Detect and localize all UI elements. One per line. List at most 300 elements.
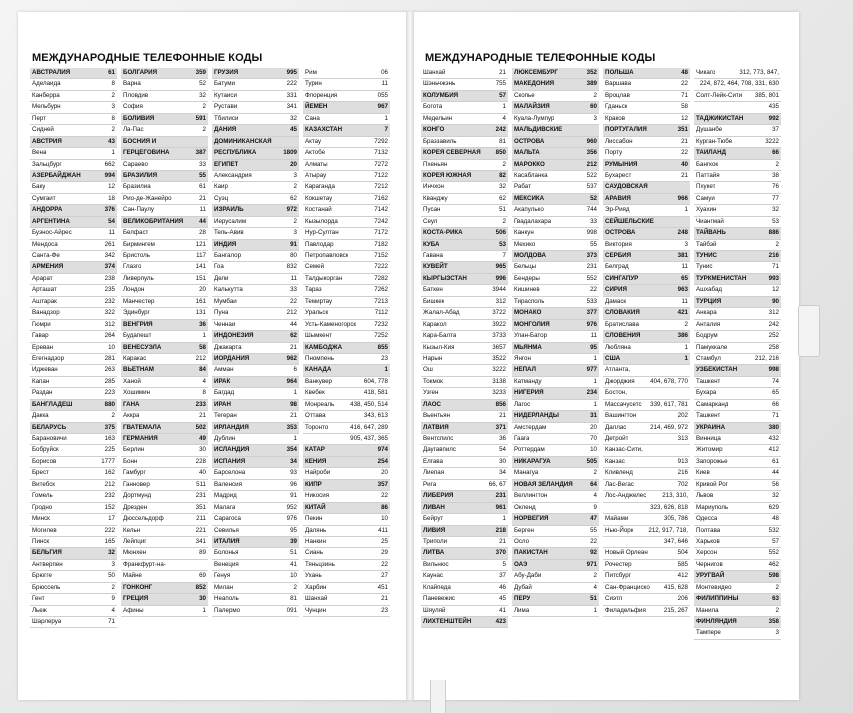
dial-code: 356 [586, 149, 597, 157]
dial-code: 281 [104, 354, 115, 362]
city-name: Сан-Паулу [123, 206, 154, 214]
city-row [121, 491, 208, 502]
city-row [30, 274, 117, 285]
city-name: Витебск [32, 480, 55, 488]
city-name: Клайпеда [423, 583, 451, 591]
dial-code: 06 [381, 69, 388, 76]
city-row [694, 354, 781, 365]
city-name: Солт-Лейк-Сити [696, 91, 743, 99]
dial-code: 7172 [374, 229, 388, 237]
dial-code: 7242 [374, 217, 388, 225]
city-name: Франкфурт-на- [123, 560, 166, 568]
city-row [603, 377, 690, 388]
dial-code: 53 [772, 217, 779, 225]
codes-column [512, 68, 599, 640]
dial-code: 228 [195, 457, 206, 465]
dial-code: 850 [495, 149, 506, 157]
city-row [603, 343, 690, 354]
dial-code: 2 [111, 126, 115, 134]
city-name: Бристоль [123, 252, 150, 259]
country-row [694, 228, 781, 239]
dial-code: 994 [104, 171, 115, 179]
dial-code: 38 [772, 171, 779, 179]
dial-code: 2 [111, 412, 115, 420]
country-row [512, 457, 599, 468]
city-name: Каракол [423, 320, 447, 328]
city-row [303, 400, 390, 411]
city-name: Гданьск [605, 103, 628, 111]
city-name: Бишкек [423, 297, 445, 305]
dial-code: 23 [381, 354, 388, 362]
dial-code: 322 [104, 309, 115, 317]
country-name: НИГЕРИЯ [514, 389, 544, 397]
country-row [512, 548, 599, 559]
codes-column [212, 68, 299, 628]
dial-code: 212 [586, 160, 597, 168]
city-name: Атланта, [605, 366, 631, 374]
city-name: Душанбе [696, 126, 723, 134]
country-name: БЕЛАРУСЬ [32, 423, 67, 431]
city-row [512, 468, 599, 479]
dial-code: 342 [104, 252, 115, 259]
city-name: Павлодар [305, 240, 334, 248]
city-row [603, 594, 690, 605]
city-row [603, 205, 690, 216]
dial-code: 232 [104, 297, 115, 305]
dial-code: 3138 [492, 377, 506, 385]
city-row [694, 205, 781, 216]
city-name: Любляна [605, 343, 631, 351]
city-name: Роттердам [514, 446, 545, 454]
dial-code: 421 [677, 309, 688, 317]
country-name: ВЕНЕСУЭЛА [123, 343, 162, 351]
country-name: ТАИЛАНД [696, 149, 726, 157]
city-row [303, 251, 390, 262]
city-row [694, 503, 781, 514]
country-row [603, 160, 690, 171]
dial-code: 224, 872, 464, 708, 331, 630 [699, 80, 779, 88]
dial-code: 20 [290, 160, 297, 168]
dial-code: 91 [290, 492, 297, 500]
city-name: Лас-Вегас [605, 480, 634, 488]
dial-code: 996 [495, 274, 506, 282]
dial-code: 963 [677, 286, 688, 294]
country-row [121, 583, 208, 594]
dial-code: 502 [195, 423, 206, 431]
dial-code: 202 [677, 412, 688, 420]
dial-code: 598 [768, 572, 779, 580]
city-row [421, 606, 508, 617]
city-row [121, 526, 208, 537]
country-row [603, 68, 690, 79]
city-name: Дортмунд [123, 492, 152, 500]
city-row [694, 125, 781, 136]
dial-code: 1 [111, 149, 115, 157]
city-name: Рабат [514, 183, 531, 191]
city-name: Питсбург [605, 572, 631, 580]
dial-code: 11 [199, 206, 206, 214]
dial-code: 1 [593, 606, 597, 614]
country-name: МОЛДОВА [514, 252, 547, 259]
city-name: Рио-де-Жанейро [123, 194, 172, 202]
city-name: Киев [696, 469, 710, 477]
city-name: Баку [32, 183, 46, 191]
city-row [421, 514, 508, 525]
city-name: Бонн [123, 457, 138, 465]
dial-code: 34 [290, 457, 297, 465]
dial-code: 57 [499, 91, 506, 99]
city-name: Атырау [305, 171, 327, 179]
country-name: ЛИТВА [423, 549, 445, 557]
country-row [694, 251, 781, 262]
dial-code: 3 [684, 240, 688, 248]
right-page [411, 12, 799, 700]
dial-code: 7 [384, 126, 388, 134]
city-name: Бельцы [514, 263, 537, 271]
dial-code: 98 [290, 400, 297, 408]
dial-code: 70 [590, 435, 597, 442]
country-row [30, 548, 117, 559]
country-name: ТУРЦИЯ [696, 297, 722, 305]
city-name: Тараз [305, 286, 322, 294]
city-row [512, 285, 599, 296]
city-name: Памуккале [696, 343, 728, 351]
city-row [603, 240, 690, 251]
city-row [512, 503, 599, 514]
dial-code: 5 [502, 560, 506, 568]
city-name: Нур-Султан [305, 229, 339, 237]
dial-code: 331 [286, 91, 297, 99]
city-name: Аделаида [32, 80, 61, 88]
city-row [30, 343, 117, 354]
city-row [212, 583, 299, 594]
dial-code: 285 [104, 377, 115, 385]
country-name: ИРАК [214, 377, 231, 385]
dial-code: 995 [286, 69, 297, 76]
country-row [603, 194, 690, 205]
city-name: Кызылорда [305, 217, 338, 225]
dial-code: 2 [593, 469, 597, 477]
city-row [421, 331, 508, 342]
dial-code: 21 [290, 412, 297, 420]
city-name: Ганновер [123, 480, 150, 488]
city-row [603, 148, 690, 159]
city-name: Шанхай [423, 69, 446, 76]
city-name: Баткен [423, 286, 443, 294]
city-name: Темиртау [305, 297, 333, 305]
country-row [421, 148, 508, 159]
city-row [212, 343, 299, 354]
country-row [303, 365, 390, 376]
city-name: Чунцин [305, 606, 327, 614]
city-name: Рим [305, 69, 317, 76]
country-name: НИДЕРЛАНДЫ [514, 412, 559, 420]
city-row [603, 320, 690, 331]
country-name: КАНАДА [305, 366, 332, 374]
city-row [121, 262, 208, 273]
country-name: БОСНИЯ И [123, 137, 157, 145]
city-name: Лиссабон [605, 137, 633, 145]
city-row [603, 503, 690, 514]
city-name: Бухарест [605, 171, 632, 179]
dial-code: 45 [499, 595, 506, 603]
dial-code: 377 [586, 309, 597, 317]
city-row [694, 308, 781, 319]
dial-code: 2 [293, 217, 297, 225]
country-row [421, 240, 508, 251]
dial-code: 49 [199, 435, 206, 442]
country-row [603, 331, 690, 342]
dial-code: 993 [768, 274, 779, 282]
country-row [512, 160, 599, 171]
city-row [30, 160, 117, 171]
country-row [421, 91, 508, 102]
city-name: Лондон [123, 286, 145, 294]
dial-code: 386 [677, 332, 688, 340]
city-name: Львов [696, 492, 714, 500]
city-name: Тегеран [214, 412, 237, 420]
dial-code: 61 [772, 457, 779, 465]
dial-code: 3 [111, 560, 115, 568]
city-name: Пхукет [696, 183, 716, 191]
city-name: Лос-Анджелес [605, 492, 647, 500]
city-name: Кванджу [423, 194, 448, 202]
city-row [694, 526, 781, 537]
city-row [421, 320, 508, 331]
city-name: Батуми [214, 80, 236, 88]
country-row [421, 548, 508, 559]
dial-code: 51 [590, 595, 597, 603]
city-name: Болонья [214, 549, 239, 557]
city-name: Александрия [214, 171, 252, 179]
country-row [121, 68, 208, 79]
dial-code: 4 [593, 583, 597, 591]
city-row [303, 217, 390, 228]
city-name: Анталия [696, 320, 721, 328]
dial-code: 66, 67 [488, 480, 506, 488]
dial-code: 341 [195, 537, 206, 545]
city-row [303, 331, 390, 342]
dial-code: 11 [290, 274, 297, 282]
city-name: Вьентьян [423, 412, 451, 420]
city-name: Дрезден [123, 503, 148, 511]
city-row [303, 571, 390, 582]
city-row [30, 102, 117, 113]
city-name: Гавар [32, 332, 49, 340]
dial-code: 81 [499, 137, 506, 145]
city-row [694, 320, 781, 331]
dial-code: 65 [772, 389, 779, 397]
dial-code: 339, 617, 781 [650, 400, 688, 408]
dial-code: 22 [381, 492, 388, 500]
country-row [30, 171, 117, 182]
city-row [30, 411, 117, 422]
country-row [30, 137, 117, 148]
country-name: БЕЛЬГИЯ [32, 549, 62, 557]
city-row [303, 468, 390, 479]
city-row [694, 331, 781, 342]
city-row [212, 251, 299, 262]
dial-code: 662 [104, 160, 115, 168]
city-row [121, 251, 208, 262]
city-name: Иерусалим [214, 217, 247, 225]
city-name: Рочестер [605, 560, 632, 568]
city-name: Бодрум [696, 332, 718, 340]
city-row [121, 125, 208, 136]
city-name: Мендоса [32, 240, 58, 248]
dial-code: 976 [586, 320, 597, 328]
codes-grid-left [30, 68, 390, 628]
city-name: Харьков [696, 537, 720, 545]
city-row [694, 68, 781, 79]
country-row [421, 423, 508, 434]
dial-code: 522 [586, 171, 597, 179]
country-name: ОАЭ [514, 560, 528, 568]
dial-code: 7182 [374, 240, 388, 248]
city-row [30, 606, 117, 617]
dial-code: 2 [202, 126, 206, 134]
city-row [30, 320, 117, 331]
country-row [212, 537, 299, 548]
dial-code: 3 [293, 171, 297, 179]
city-name: Вроцлав [605, 91, 630, 99]
city-row [694, 240, 781, 251]
city-name: Монтевидео [696, 583, 732, 591]
dial-code: 4 [502, 114, 506, 122]
dial-code: 7232 [374, 320, 388, 328]
city-name: Улан-Батор [514, 332, 548, 340]
city-name: Тель-Авив [214, 229, 244, 237]
city-name: Акапулько [514, 206, 544, 214]
city-row [512, 182, 599, 193]
city-name: Афины [123, 606, 144, 614]
dial-code: 880 [104, 400, 115, 408]
dial-code: 091 [286, 606, 297, 614]
city-name: Шымкент [305, 332, 332, 340]
city-row [512, 526, 599, 537]
dial-code: 117 [196, 252, 206, 259]
city-row [694, 434, 781, 445]
city-row [421, 297, 508, 308]
country-name: МОНАКО [514, 309, 542, 317]
city-row [694, 377, 781, 388]
country-name: МЬЯНМА [514, 343, 542, 351]
country-row [694, 297, 781, 308]
city-name: Лима [514, 606, 530, 614]
city-row [303, 514, 390, 525]
dial-code: 7142 [374, 206, 388, 214]
city-name: Палермо [214, 606, 241, 614]
city-name: Манагуа [514, 469, 539, 477]
dial-code: 30 [499, 457, 506, 465]
dial-code: 532 [768, 526, 779, 534]
city-name: Кривой Рог [696, 480, 728, 488]
city-row [603, 457, 690, 468]
city-row [512, 491, 599, 502]
city-name: Ванадзор [32, 309, 60, 317]
city-row [694, 411, 781, 422]
country-name: АВСТРИЯ [32, 137, 62, 145]
city-row [421, 365, 508, 376]
city-row [512, 445, 599, 456]
country-row [603, 251, 690, 262]
ribbon-bookmark[interactable] [430, 680, 446, 713]
dial-code: 2 [684, 320, 688, 328]
city-row [121, 297, 208, 308]
city-name: Будапешт [123, 332, 152, 340]
dial-code: 977 [586, 366, 597, 374]
country-name: ТАДЖИКИСТАН [696, 114, 744, 122]
dial-code: 972 [286, 206, 297, 214]
city-row [212, 365, 299, 376]
dial-code: 856 [495, 400, 506, 408]
city-name: Арарат [32, 274, 53, 282]
dial-code: 3733 [492, 332, 506, 340]
dial-code: 69 [199, 572, 206, 580]
city-name: Тбилиси [214, 114, 239, 122]
country-row [121, 594, 208, 605]
city-name: Сарагоса [214, 515, 241, 523]
city-name: Елгава [423, 457, 443, 465]
dial-code: 552 [768, 549, 779, 557]
dial-code: 3922 [492, 320, 506, 328]
dial-code: 18 [108, 194, 115, 202]
country-name: РУМЫНИЯ [605, 160, 638, 168]
country-row [512, 137, 599, 148]
country-name: НОРВЕГИЯ [514, 515, 549, 523]
country-name: ЛАОС [423, 400, 442, 408]
city-row [694, 102, 781, 113]
country-name: ЛИБЕРИЯ [423, 492, 454, 500]
city-row [30, 228, 117, 239]
country-name: КОРЕЯ ЮЖНАЯ [423, 171, 472, 179]
dial-code: 214, 469, 972 [650, 423, 688, 431]
city-row [303, 137, 390, 148]
city-row [512, 205, 599, 216]
country-name: КЕНИЯ [305, 457, 327, 465]
dial-code: 21 [199, 194, 206, 202]
country-name: ИНДОНЕЗИЯ [214, 332, 254, 340]
city-name: Капан [32, 377, 50, 385]
dial-code: 347, 646 [663, 537, 688, 545]
city-name: Пхеньян [423, 160, 448, 168]
city-row [694, 217, 781, 228]
city-name: Мадрид [214, 492, 237, 500]
country-name: КИТАЙ [305, 503, 326, 511]
city-row [512, 240, 599, 251]
city-row [212, 514, 299, 525]
dial-code: 998 [586, 229, 597, 237]
dial-code: 206 [677, 595, 688, 603]
city-row [30, 594, 117, 605]
city-row [512, 354, 599, 365]
dial-code: 232 [104, 492, 115, 500]
country-name: США [605, 354, 621, 362]
country-name: АРГЕНТИНА [32, 217, 70, 225]
city-name: Найроби [305, 469, 331, 477]
country-name: КОЛУМБИЯ [423, 91, 459, 99]
city-row [603, 114, 690, 125]
dial-code: 7152 [374, 252, 388, 259]
dial-code: 755 [495, 80, 506, 88]
country-name: КАТАР [305, 446, 325, 454]
city-row [30, 251, 117, 262]
dial-code: 27 [381, 572, 388, 580]
dial-code: 36 [499, 435, 506, 442]
city-name: Стамбул [696, 354, 721, 362]
dial-code: 966 [677, 194, 688, 202]
country-name: МАКЕДОНИЯ [514, 80, 555, 88]
